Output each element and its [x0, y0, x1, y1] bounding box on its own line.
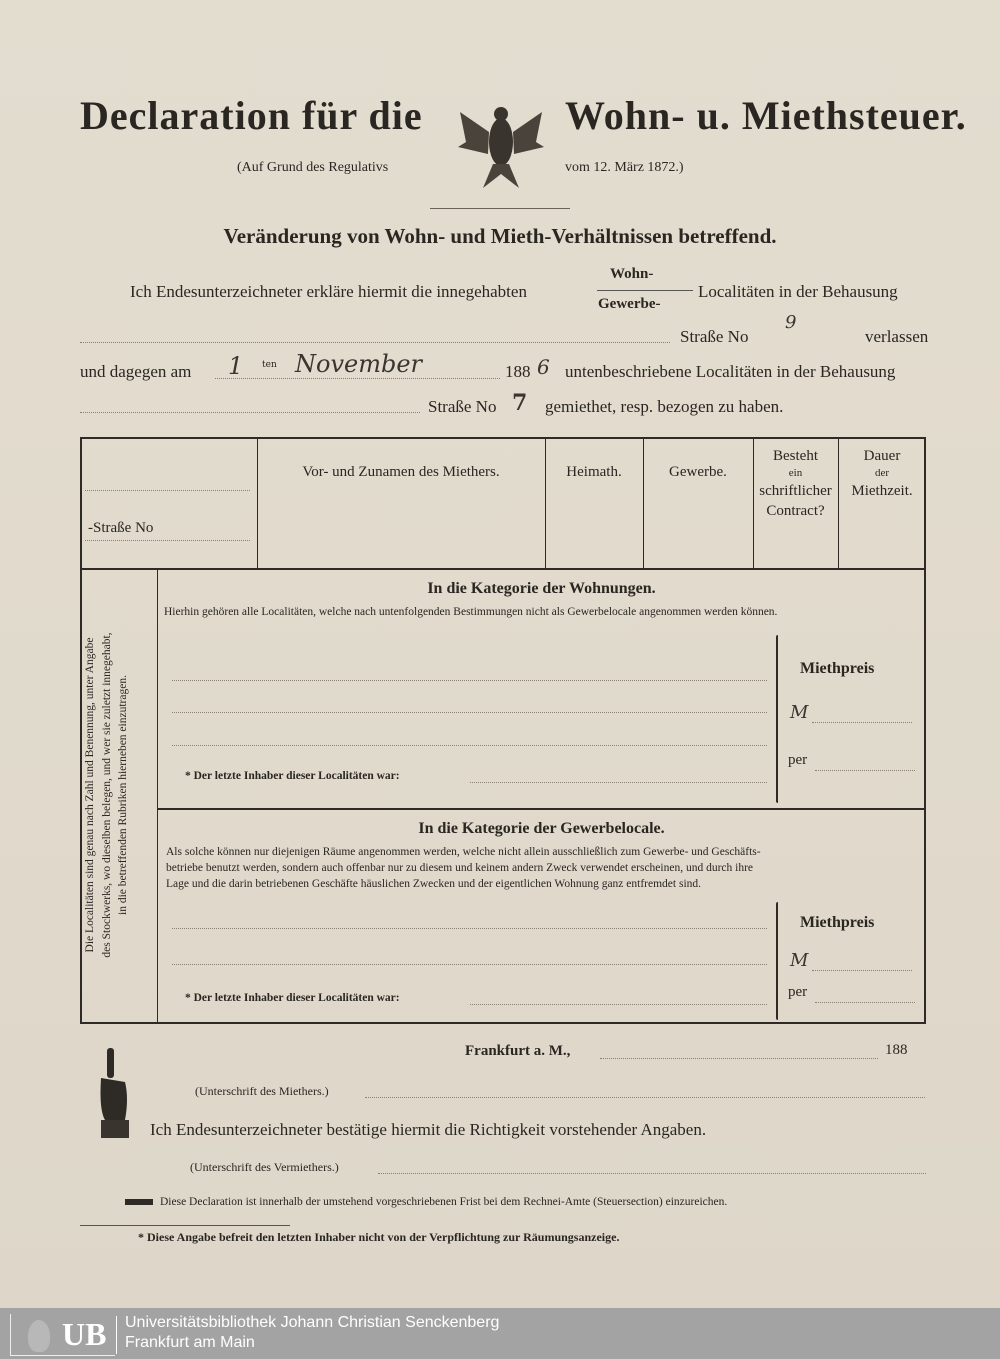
per-label-2: per — [788, 984, 808, 1000]
fraction-line — [597, 290, 693, 291]
address-field-1[interactable] — [80, 342, 670, 343]
col-gewerbe: Gewerbe. — [669, 464, 727, 480]
pointing-hand-small-icon — [125, 1199, 153, 1205]
subtitle-left: (Auf Grund des Regulativs — [237, 160, 389, 175]
col-dauer-1: Dauer — [863, 448, 901, 464]
col-heimath: Heimath. — [566, 464, 622, 480]
ten-suffix: ten — [262, 360, 277, 370]
tenant-signature-field[interactable] — [365, 1097, 925, 1098]
portrait-icon — [28, 1320, 50, 1352]
strasse-label: Straße No — [680, 327, 749, 346]
house-number-1[interactable]: 9 — [785, 312, 797, 333]
brace — [776, 635, 778, 803]
submission-note: Diese Declaration ist innerhalb der umstehend vorgeschriebenen Frist bei dem Rechnei-Amte (Steuersection) einzureichen. — [160, 1196, 728, 1208]
eagle-emblem-icon — [458, 92, 544, 192]
footnote: * Diese Angabe befreit den letzten Inhaber nicht von der Verpflichtung zur Räumungsanzeige. — [138, 1230, 620, 1244]
section-gewerbe-title: In die Kategorie der Gewerbelocale. — [418, 820, 665, 837]
footnote-rule — [80, 1225, 290, 1226]
section-divider — [157, 808, 926, 810]
mark-symbol-1: M — [790, 702, 809, 723]
price-field-1[interactable] — [812, 722, 912, 723]
date-dotted-line — [215, 378, 500, 379]
last-holder-field-1[interactable] — [470, 782, 767, 783]
miethpreis-label-2: Miethpreis — [800, 914, 875, 931]
col-dauer-2: der — [874, 467, 890, 480]
pointing-hand-icon — [95, 1048, 133, 1140]
date-field[interactable] — [600, 1058, 878, 1059]
col-dauer-3: Miethzeit. — [851, 483, 913, 500]
side-note: Die Localitäten sind genau nach Zahl und Benennung, unter Angabe des Stockwerks, wo dieselben belegen, und wer sie zuletzt innegehabt, in die betreffenden Rubriken hierneben einzutragen. — [84, 632, 130, 958]
tenant-signature-label: (Unterschrift des Miethers.) — [195, 1084, 329, 1098]
miethpreis-label-1: Miethpreis — [800, 660, 875, 677]
last-holder-label-2: * Der letzte Inhaber dieser Localitäten war: — [185, 992, 400, 1004]
col-contract-3: schriftlicher Contract? — [759, 483, 832, 520]
col-strasse: -Straße No — [88, 520, 154, 536]
col-contract-1: Besteht — [773, 448, 818, 464]
price-field-2[interactable] — [812, 970, 912, 971]
table-header-divider — [80, 568, 926, 570]
form-heading: Veränderung von Wohn- und Mieth-Verhältnissen betreffend. — [223, 224, 777, 248]
ub-logo-text: UB — [62, 1316, 107, 1352]
title-right: Wohn- u. Miethsteuer. — [565, 93, 967, 138]
library-location: Frankfurt am Main — [125, 1334, 255, 1351]
intro-line1: Ich Endesunterzeichneter erkläre hiermit die innegehabten — [130, 282, 527, 301]
section-wohnungen-text: Hierhin gehören alle Localitäten, welche nach untenfolgenden Bestimmungen nicht als Gewerbelocale angenommen werden können. — [164, 606, 778, 618]
intro-line3: und dagegen am — [80, 362, 192, 381]
section-wohnungen-title: In die Kategorie der Wohnungen. — [427, 580, 656, 597]
year-prefix: 188 — [505, 362, 531, 381]
localities-table — [80, 437, 926, 1024]
library-name: Universitätsbibliothek Johann Christian Senckenberg — [125, 1314, 500, 1331]
strasse-label-2: Straße No — [428, 397, 497, 416]
section-gewerbe-text: Als solche können nur diejenigen Räume angenommen werden, welche nicht allein ausschließlich zum Gewerbe- und Geschäfts- betriebe benutzt werden, sondern auch offenbar nur zu diesem und keinem andern Zweck verwendet erscheinen, und durch ihre Lage und die darin betriebenen Geschäfte häuslichen Zwecken und der eigentlichen Wohnung ganz entfremdet sind. — [166, 846, 761, 891]
last-holder-field-2[interactable] — [470, 1004, 767, 1005]
subtitle-right: vom 12. März 1872.) — [565, 160, 684, 175]
verlassen-label: verlassen — [865, 327, 929, 346]
fraction-gewerbe: Gewerbe- — [598, 296, 661, 312]
period-field-1[interactable] — [815, 770, 915, 771]
period-field-2[interactable] — [815, 1002, 915, 1003]
year-label: 188 — [885, 1042, 908, 1058]
title-left: Declaration für die — [80, 93, 423, 138]
col-name: Vor- und Zunamen des Miethers. — [302, 464, 500, 480]
street-field-line — [85, 490, 250, 491]
intro-line1-end: Localitäten in der Behausung — [698, 282, 898, 301]
ornament-divider — [430, 208, 570, 209]
fraction-wohn: Wohn- — [610, 266, 654, 282]
confirm-text: Ich Endesunterzeichneter bestätige hiermit die Richtigkeit vorstehender Angaben. — [150, 1120, 707, 1139]
last-holder-label-1: * Der letzte Inhaber dieser Localitäten war: — [185, 770, 400, 782]
landlord-signature-field[interactable] — [378, 1173, 926, 1174]
address-field-2[interactable] — [80, 412, 420, 413]
mark-symbol-2: M — [790, 950, 809, 971]
landlord-signature-label: (Unterschrift des Vermiethers.) — [190, 1160, 339, 1174]
intro-line3-end: untenbeschriebene Localitäten in der Behausung — [565, 362, 896, 381]
library-footer — [0, 1308, 1000, 1359]
side-column-divider — [157, 568, 158, 1024]
per-label-1: per — [788, 752, 808, 768]
intro-line4-end: gemiethet, resp. bezogen zu haben. — [545, 397, 784, 416]
house-number-2[interactable]: 7 — [512, 390, 528, 416]
place-label: Frankfurt a. M., — [465, 1043, 571, 1059]
month-field[interactable]: November — [295, 350, 423, 378]
col-contract-2: ein — [788, 467, 803, 480]
day-field[interactable]: 1 — [228, 352, 244, 380]
year-digit[interactable]: 6 — [537, 355, 550, 379]
